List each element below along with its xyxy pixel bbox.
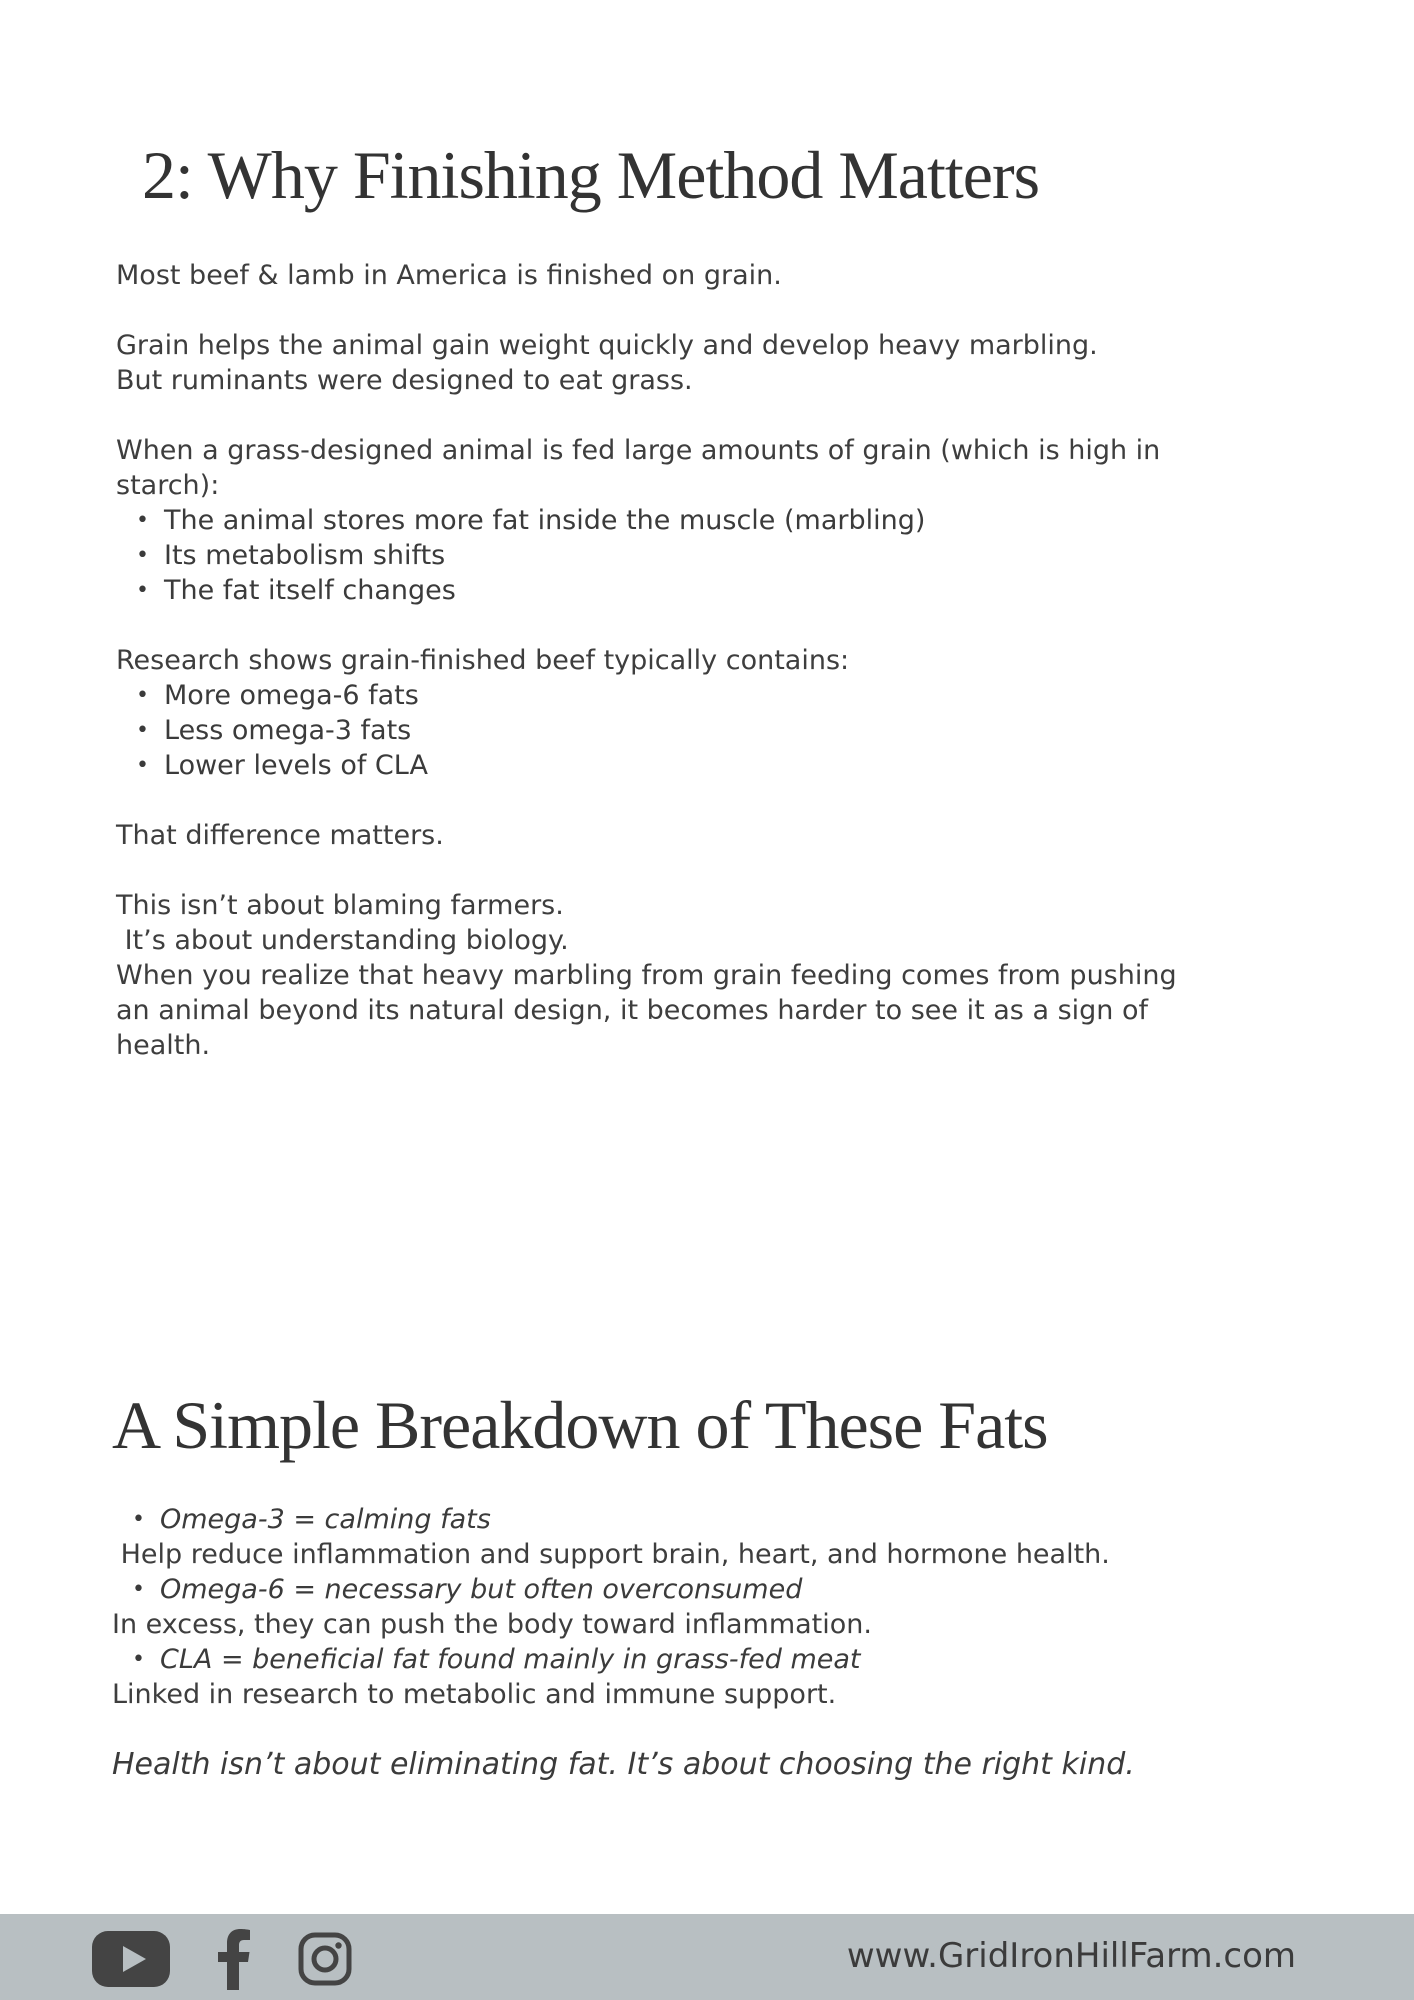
- paragraph: an animal beyond its natural design, it becomes harder to see it as a sign of: [116, 995, 1149, 1026]
- paragraph: Grain helps the animal gain weight quickly and develop heavy marbling.: [116, 330, 1098, 361]
- list-item: • The fat itself changes: [116, 573, 1316, 608]
- fat-description: Help reduce inflammation and support brain, heart, and hormone health.: [112, 1539, 1110, 1570]
- fat-item-omega6: • Omega-6 = necessary but often overconsumed: [112, 1572, 1332, 1607]
- youtube-icon[interactable]: [92, 1931, 170, 1987]
- paragraph: Research shows grain-finished beef typically contains:: [116, 645, 850, 676]
- section-heading: A Simple Breakdown of These Fats: [112, 1387, 1048, 1463]
- instagram-icon[interactable]: [298, 1932, 352, 1986]
- list-item: • The animal stores more fat inside the muscle (marbling): [116, 503, 1316, 538]
- fat-description: In excess, they can push the body toward inflammation.: [112, 1609, 872, 1640]
- fats-breakdown: [112, 1502, 1332, 1712]
- footer: [0, 1914, 1414, 2000]
- section-heading: 2: Why Finishing Method Matters: [142, 137, 1040, 213]
- paragraph: starch):: [116, 470, 220, 501]
- website-link[interactable]: www.GridIronHillFarm.com: [846, 1936, 1296, 1976]
- paragraph: But ruminants were designed to eat grass.: [116, 365, 693, 396]
- fat-item-omega3: • Omega-3 = calming fats: [112, 1502, 1332, 1537]
- effects-list: [116, 503, 1316, 608]
- paragraph: That difference matters.: [116, 820, 444, 851]
- facebook-icon[interactable]: [214, 1928, 254, 1990]
- list-item: • Less omega-3 fats: [116, 713, 1316, 748]
- list-item: • Lower levels of CLA: [116, 748, 1316, 783]
- paragraph: health.: [116, 1030, 211, 1061]
- fat-item-cla: • CLA = beneficial fat found mainly in grass-fed meat: [112, 1642, 1332, 1677]
- list-item: • Its metabolism shifts: [116, 538, 1316, 573]
- paragraph: It’s about understanding biology.: [116, 925, 569, 956]
- closing-statement: Health isn’t about eliminating fat. It’s about choosing the right kind.: [112, 1747, 1135, 1782]
- paragraph: This isn’t about blaming farmers.: [116, 890, 564, 921]
- contents-list: [116, 678, 1316, 783]
- fat-description: Linked in research to metabolic and immune support.: [112, 1679, 837, 1710]
- section-body: [116, 258, 1316, 1063]
- list-item: • More omega-6 fats: [116, 678, 1316, 713]
- paragraph: When a grass-designed animal is fed large amounts of grain (which is high in: [116, 435, 1161, 466]
- paragraph: Most beef & lamb in America is finished on grain.: [116, 260, 782, 291]
- paragraph: When you realize that heavy marbling from grain feeding comes from pushing: [116, 960, 1177, 991]
